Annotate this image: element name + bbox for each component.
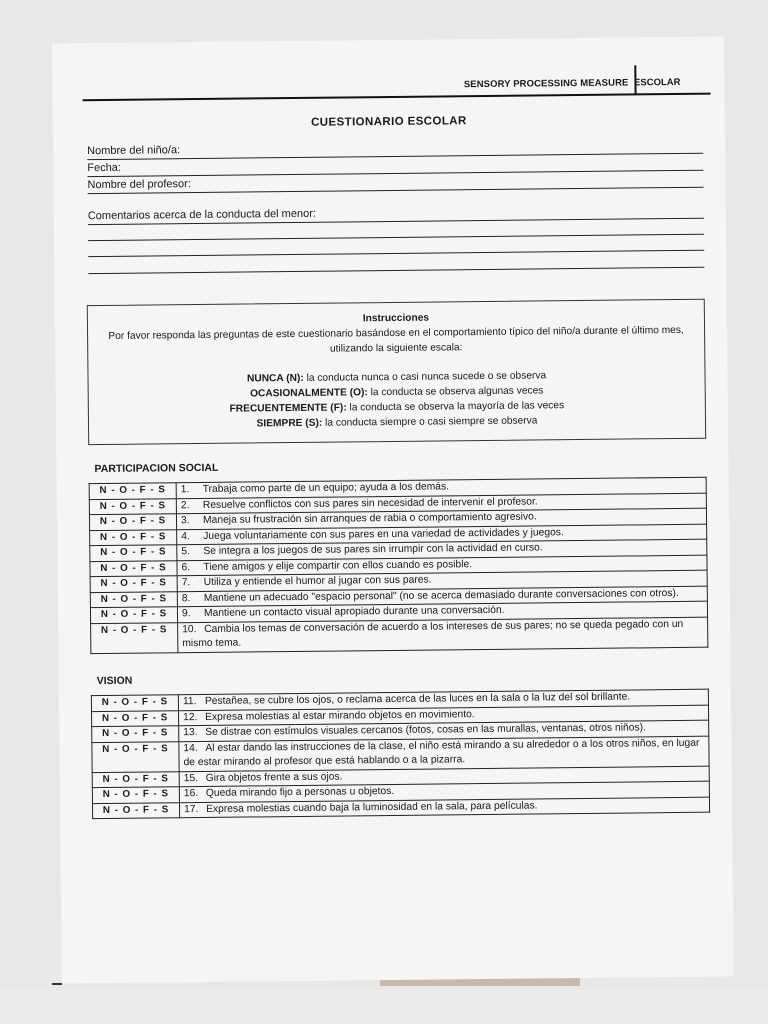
date-field[interactable]: Fecha: <box>87 154 703 177</box>
comments-line <box>88 267 704 274</box>
question-row <box>91 617 708 653</box>
rating-scale-cell[interactable]: N - O - F - S <box>92 787 179 803</box>
question-number: 12. <box>183 711 198 723</box>
rating-scale-cell[interactable]: N - O - F - S <box>89 483 176 499</box>
question-number: 4. <box>181 530 190 542</box>
scale-item: OCASIONALMENTE (O): la conducta se observa algunas veces <box>250 385 544 400</box>
child-name-field[interactable]: Nombre del niño/a: <box>87 137 703 160</box>
question-number: 8. <box>181 592 191 604</box>
question-text: Tiene amigos y elije compartir con ellos cuando es posible. <box>203 558 473 573</box>
comments-field[interactable]: Comentarios acerca de la conducta del menor: <box>88 202 704 225</box>
page-header <box>82 65 710 102</box>
question-text: Cambia los temas de conversación de acuerdo a los intereses de sus pares; no se queda pegado con un mismo tema. <box>182 618 684 650</box>
question-number: 2. <box>180 499 190 511</box>
question-text: Expresa molestias al estar mirando objetos en movimiento. <box>205 708 475 723</box>
rating-scale-cell[interactable]: N - O - F - S <box>90 576 177 592</box>
question-number: 5. <box>181 546 190 558</box>
instructions-heading: Instrucciones <box>362 312 430 325</box>
question-text: Se distrae con estímulos visuales cercanos (fotos, cosas en las murallas, ventanas, otros niños). <box>205 722 646 738</box>
question-text: Gira objetos frente a sus ojos. <box>205 771 343 784</box>
question-text: Maneja su frustración sin arranques de rabia o comportamiento agresivo. <box>202 511 537 526</box>
rating-scale-cell[interactable]: N - O - F - S <box>92 741 179 772</box>
teacher-name-field[interactable]: Nombre del profesor: <box>87 171 703 194</box>
question-number: 6. <box>181 561 191 573</box>
rating-scale-cell[interactable]: N - O - F - S <box>92 771 179 787</box>
instructions-intro: Por favor responda las preguntas de este cuestionario basándose en el comportamiento típico del niño/a durante el último mes, utilizando la siguiente escala: <box>108 324 684 355</box>
rating-scale-cell[interactable]: N - O - F - S <box>92 710 179 726</box>
instructions-box <box>87 299 706 445</box>
question-number: 14. <box>183 742 198 754</box>
section-title-social: PARTICIPACION SOCIAL <box>94 461 219 476</box>
question-number: 16. <box>183 788 199 800</box>
rating-scale-cell[interactable]: N - O - F - S <box>90 607 177 623</box>
rating-scale-cell[interactable]: N - O - F - S <box>90 591 177 607</box>
question-cell <box>178 617 708 653</box>
comments-line <box>88 234 704 241</box>
rating-scale-cell[interactable]: N - O - F - S <box>89 498 176 514</box>
question-text: Pestañea, se cubre los ojos, o reclama acerca de las luces en la sala o la luz del sol brillante. <box>204 691 631 707</box>
question-number: 10. <box>182 623 197 635</box>
background-edge <box>0 990 768 1024</box>
question-text: Resuelve conflictos con sus pares sin necesidad de intervenir el profesor. <box>202 495 538 511</box>
rating-scale-cell[interactable]: N - O - F - S <box>91 622 178 653</box>
scale-item: NUNCA (N): la conducta nunca o casi nunca sucede o se observa <box>246 370 547 385</box>
question-text: Mantiene un contacto visual apropiado durante una conversación. <box>203 604 505 619</box>
vision-table <box>91 689 710 819</box>
rating-scale-cell[interactable]: N - O - F - S <box>92 802 179 818</box>
rating-scale-cell[interactable]: N - O - F - S <box>90 560 177 576</box>
question-text: Mantiene un adecuado "espacio personal" (no se acerca demasiado durante conversaciones con otros). <box>203 587 679 604</box>
document-page <box>52 36 734 983</box>
question-number: 17. <box>183 803 199 815</box>
social-participation-table <box>89 477 709 654</box>
scale-item: SIEMPRE (S): la conducta siempre o casi siempre se observa <box>256 415 538 430</box>
rating-scale-cell[interactable]: N - O - F - S <box>90 529 177 545</box>
question-text: Trabaja como parte de un equipo; ayuda a los demás. <box>202 481 450 495</box>
question-number: 9. <box>181 608 191 620</box>
question-text: Juega voluntariamente con sus pares en una variedad de actividades y juegos. <box>203 526 564 542</box>
scale-legend <box>88 367 705 433</box>
document-title: CUESTIONARIO ESCOLAR <box>311 115 467 129</box>
rating-scale-cell[interactable]: N - O - F - S <box>91 695 178 711</box>
scale-item: FRECUENTEMENTE (F): la conducta se observa la mayoría de las veces <box>229 400 565 415</box>
background-mark <box>52 983 62 985</box>
section-title-vision: VISION <box>96 674 133 688</box>
rating-scale-cell[interactable]: N - O - F - S <box>89 514 176 530</box>
question-text: Expresa molestias cuando baja la luminosidad en la sala, para películas. <box>205 799 538 815</box>
question-text: Al estar dando las instrucciones de la clase, el niño está mirando a su alrededor o a los otros niños, en lugar de estar mirando al profesor que está hablando o a la pizarra. <box>183 737 700 769</box>
rating-scale-cell[interactable]: N - O - F - S <box>92 726 179 742</box>
rating-scale-cell[interactable]: N - O - F - S <box>90 545 177 561</box>
question-number: 13. <box>183 727 198 739</box>
question-number: 11. <box>182 696 197 708</box>
question-text: Utiliza y entiende el humor al jugar con sus pares. <box>203 574 432 588</box>
question-number: 15. <box>183 772 199 784</box>
question-number: 1. <box>180 484 190 496</box>
question-number: 3. <box>180 515 190 527</box>
header-title: SENSORY PROCESSING MEASURE <box>463 77 629 91</box>
question-text: Se integra a los juegos de sus pares sin irrumpir con la actividad en curso. <box>203 542 543 557</box>
comments-line <box>88 250 704 257</box>
question-number: 7. <box>181 577 191 589</box>
question-text: Queda mirando fijo a personas u objetos. <box>205 785 395 799</box>
header-tag: ESCOLAR <box>633 76 681 89</box>
